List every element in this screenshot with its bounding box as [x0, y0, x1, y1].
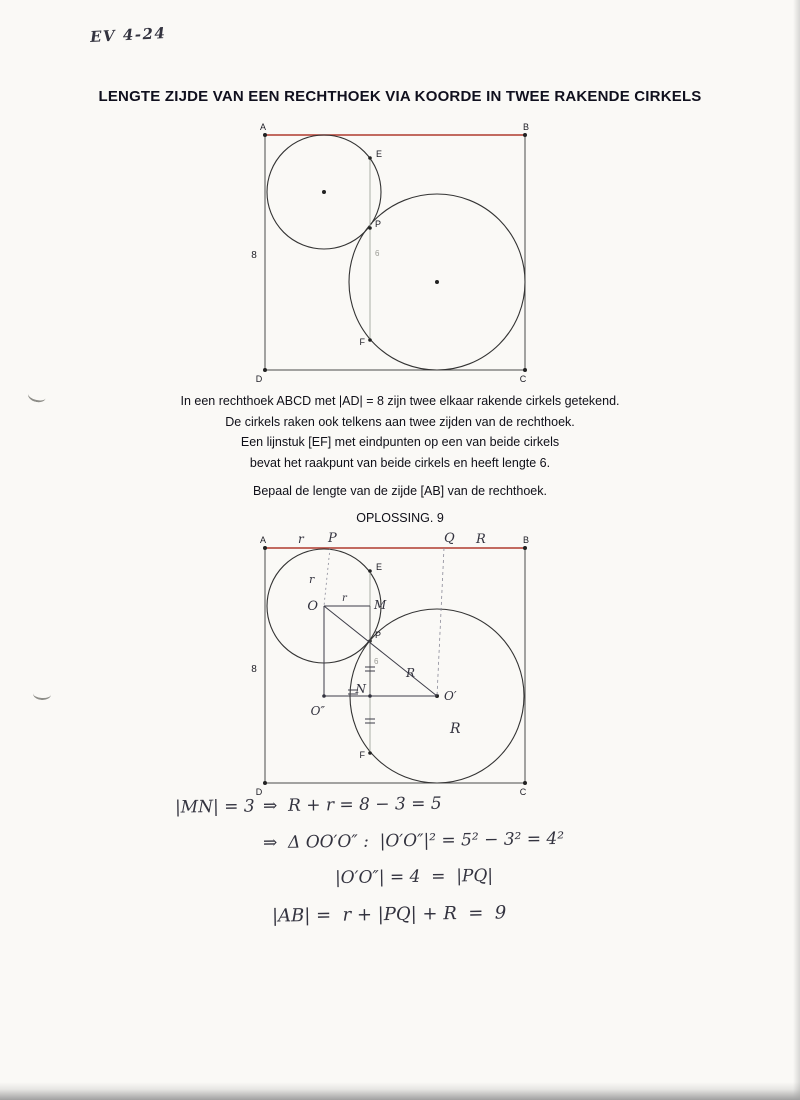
hw-label-m: M: [374, 598, 387, 612]
point-odoubleprime-dot: [322, 694, 326, 698]
point-f-dot: [368, 338, 372, 342]
hw-label-o: O: [307, 599, 318, 614]
corner-dot-c: [523, 368, 527, 372]
hw-label-r-diag: R: [406, 666, 416, 680]
label-b: B: [522, 122, 530, 132]
segment-o-oprime-diagonal: [324, 606, 437, 696]
corner-dot-b: [523, 133, 527, 137]
figure2-labels: [251, 535, 529, 797]
problem-text-line1: In een rechthoek ABCD met |AD| = 8 zijn twee elkaar rakende cirkels getekend.: [180, 394, 620, 408]
page-title: LENGTE ZIJDE VAN EEN RECHTHOEK VIA KOORDE IN TWEE RAKENDE CIRKELS: [98, 88, 702, 105]
problem-figure: [230, 118, 560, 392]
label-d: D: [255, 787, 263, 797]
hw-label-r-top: r: [298, 532, 304, 546]
hw-label-r-inner: r: [309, 573, 315, 586]
label-height-8: 8: [251, 250, 257, 261]
handwritten-reference: EV 4-24: [89, 24, 167, 46]
hw-label-p-top: P: [328, 531, 337, 546]
label-chord-6: 6: [374, 657, 379, 666]
label-f: F: [359, 337, 365, 347]
label-d: D: [255, 374, 263, 384]
scan-edge-shadow-bottom: [0, 1082, 800, 1100]
handwritten-construction: [324, 548, 444, 723]
label-height-8: 8: [251, 664, 257, 675]
hw-label-o-doubleprime: O″: [310, 704, 325, 718]
corner-dot-a: [263, 133, 267, 137]
small-circle-center-dot: [322, 190, 326, 194]
figure1-labels: [251, 122, 529, 384]
hw-label-q-top: Q: [444, 531, 455, 546]
label-f: F: [359, 750, 365, 760]
work-line-1a: |MN| = 3: [174, 796, 255, 818]
label-c: C: [519, 787, 527, 797]
handwritten-labels: [298, 531, 486, 737]
label-a: A: [259, 122, 267, 132]
hw-label-n: N: [355, 682, 366, 696]
segment-ef: [368, 156, 372, 342]
problem-text-line4: bevat het raakpunt van beide cirkels en heeft lengte 6.: [249, 455, 551, 470]
corner-dot-d: [263, 368, 267, 372]
rectangle-abcd: [263, 546, 527, 785]
point-e-dot: [368, 569, 372, 573]
large-circle-center-dot: [435, 280, 439, 284]
solution-figure: [230, 530, 560, 812]
scan-artifact-crescent: [33, 687, 52, 700]
hw-label-r-cap-top: R: [476, 532, 486, 547]
work-line-2: ⇒ Δ OO′O″ : |O′O″|² = 5² − 3² = 4²: [262, 828, 565, 854]
work-line-1b: ⇒ R + r = 8 − 3 = 5: [262, 793, 442, 817]
problem-question: Bepaal de lengte van de zijde [AB] van de rechthoek.: [253, 484, 547, 498]
problem-statement: [0, 391, 800, 502]
hw-label-o-prime: O′: [444, 689, 457, 703]
corner-dot-a: [263, 546, 267, 550]
label-chord-6: 6: [375, 249, 380, 258]
circles: [267, 549, 524, 783]
corner-dot-c: [523, 781, 527, 785]
point-e-dot: [368, 156, 372, 160]
solution-heading: OPLOSSING. 9: [356, 511, 444, 525]
circles: [267, 135, 525, 370]
label-e: E: [376, 562, 383, 572]
hw-label-r-below: R: [450, 721, 461, 737]
problem-text-line2: De cirkels raken ook telkens aan twee zijden van de rechthoek.: [225, 414, 575, 429]
label-b: B: [522, 535, 530, 545]
point-p-dot: [368, 226, 372, 230]
work-line-4: |AB| = r + |PQ| + R = 9: [271, 902, 507, 927]
dashed-p-to-o: [324, 548, 330, 606]
corner-dot-b: [523, 546, 527, 550]
point-f-dot: [368, 751, 372, 755]
label-c: C: [519, 374, 527, 384]
label-e: E: [376, 149, 383, 159]
label-p: P: [375, 219, 382, 229]
scan-edge-shadow-right: [793, 0, 800, 1100]
point-n-dot: [368, 694, 372, 698]
work-line-3: |O′O″| = 4 = |PQ|: [334, 865, 494, 889]
dashed-q-to-oprime: [437, 548, 444, 696]
corner-dot-d: [263, 781, 267, 785]
rectangle-abcd: [263, 133, 527, 372]
problem-text-line3: Een lijnstuk [EF] met eindpunten op een van beide cirkels: [240, 435, 560, 449]
label-p: P: [375, 630, 382, 640]
hw-label-r-mid: r: [342, 593, 347, 604]
label-a: A: [259, 535, 267, 545]
